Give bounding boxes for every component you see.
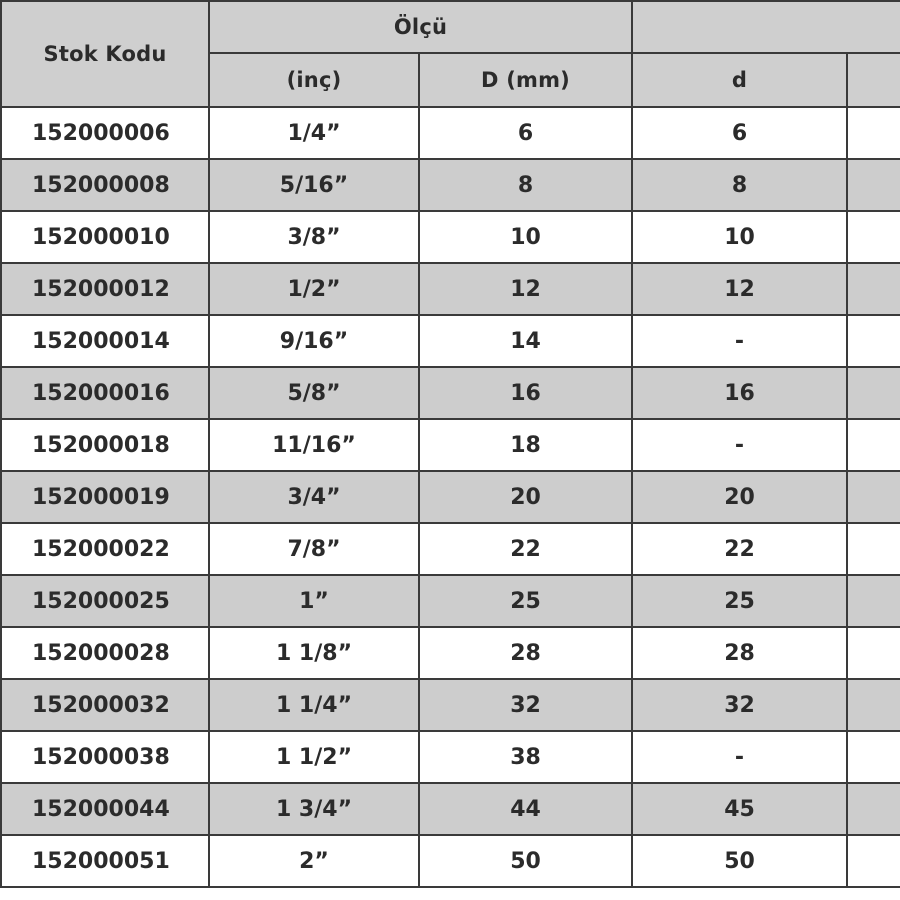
- cell-inch: 11/16”: [209, 419, 419, 471]
- cell-inch: 3/4”: [209, 471, 419, 523]
- cell-d-small: 10: [632, 211, 847, 263]
- cell-extra: [847, 211, 900, 263]
- cell-d-small: 25: [632, 575, 847, 627]
- cell-stock-code: 152000051: [1, 835, 209, 887]
- cell-stock-code: 152000018: [1, 419, 209, 471]
- cell-d-small: 16: [632, 367, 847, 419]
- cell-extra: [847, 263, 900, 315]
- cell-stock-code: 152000010: [1, 211, 209, 263]
- cell-inch: 5/8”: [209, 367, 419, 419]
- header-inch: (inç): [209, 53, 419, 107]
- table-row: [1, 731, 900, 783]
- table-row: [1, 575, 900, 627]
- cell-stock-code: 152000016: [1, 367, 209, 419]
- cell-d-small: -: [632, 731, 847, 783]
- table-row: [1, 523, 900, 575]
- cell-extra: [847, 731, 900, 783]
- cell-d-mm: 18: [419, 419, 632, 471]
- cell-d-small: 50: [632, 835, 847, 887]
- header-row-top: [1, 1, 900, 53]
- cell-stock-code: 152000032: [1, 679, 209, 731]
- cell-d-small: 20: [632, 471, 847, 523]
- cell-d-small: 45: [632, 783, 847, 835]
- cell-extra: [847, 523, 900, 575]
- cell-extra: [847, 783, 900, 835]
- cell-extra: [847, 471, 900, 523]
- cell-extra: [847, 627, 900, 679]
- cell-stock-code: 152000025: [1, 575, 209, 627]
- cell-d-mm: 6: [419, 107, 632, 159]
- cell-d-small: 32: [632, 679, 847, 731]
- table-row: [1, 783, 900, 835]
- cell-d-mm: 25: [419, 575, 632, 627]
- table-body: [1, 107, 900, 887]
- cell-d-mm: 50: [419, 835, 632, 887]
- cell-extra: [847, 315, 900, 367]
- table-row: [1, 471, 900, 523]
- table-row: [1, 159, 900, 211]
- cell-d-small: 6: [632, 107, 847, 159]
- cell-inch: 1 3/4”: [209, 783, 419, 835]
- table-row: [1, 627, 900, 679]
- cell-inch: 5/16”: [209, 159, 419, 211]
- cell-inch: 1 1/4”: [209, 679, 419, 731]
- cell-extra: [847, 107, 900, 159]
- cell-d-small: 28: [632, 627, 847, 679]
- cell-d-mm: 38: [419, 731, 632, 783]
- cell-d-mm: 22: [419, 523, 632, 575]
- cell-d-small: 22: [632, 523, 847, 575]
- cell-stock-code: 152000014: [1, 315, 209, 367]
- table-header: [1, 1, 900, 107]
- cell-d-mm: 10: [419, 211, 632, 263]
- cell-inch: 7/8”: [209, 523, 419, 575]
- header-extra: [847, 53, 900, 107]
- cell-d-small: 8: [632, 159, 847, 211]
- cell-d-small: 12: [632, 263, 847, 315]
- cell-extra: [847, 159, 900, 211]
- cell-d-mm: 20: [419, 471, 632, 523]
- cell-inch: 1/2”: [209, 263, 419, 315]
- cell-inch: 9/16”: [209, 315, 419, 367]
- cell-d-mm: 8: [419, 159, 632, 211]
- cell-inch: 2”: [209, 835, 419, 887]
- header-d-mm: D (mm): [419, 53, 632, 107]
- table-row: [1, 419, 900, 471]
- cell-stock-code: 152000008: [1, 159, 209, 211]
- table-row: [1, 835, 900, 887]
- cell-extra: [847, 367, 900, 419]
- header-d-small: d: [632, 53, 847, 107]
- table-row: [1, 367, 900, 419]
- cell-stock-code: 152000022: [1, 523, 209, 575]
- cell-stock-code: 152000038: [1, 731, 209, 783]
- header-extra-group: [632, 1, 900, 53]
- cell-extra: [847, 835, 900, 887]
- table-row: [1, 107, 900, 159]
- cell-d-mm: 44: [419, 783, 632, 835]
- table-row: [1, 679, 900, 731]
- cell-d-mm: 12: [419, 263, 632, 315]
- cell-stock-code: 152000006: [1, 107, 209, 159]
- cell-d-small: -: [632, 419, 847, 471]
- cell-inch: 1”: [209, 575, 419, 627]
- header-size-group: Ölçü: [209, 1, 632, 53]
- header-stock-code: Stok Kodu: [1, 1, 209, 107]
- cell-inch: 1 1/2”: [209, 731, 419, 783]
- cell-d-mm: 28: [419, 627, 632, 679]
- cell-d-small: -: [632, 315, 847, 367]
- cell-extra: [847, 679, 900, 731]
- table-row: [1, 315, 900, 367]
- cell-extra: [847, 419, 900, 471]
- cell-d-mm: 16: [419, 367, 632, 419]
- cell-inch: 1 1/8”: [209, 627, 419, 679]
- cell-inch: 3/8”: [209, 211, 419, 263]
- cell-d-mm: 14: [419, 315, 632, 367]
- cell-stock-code: 152000028: [1, 627, 209, 679]
- table-row: [1, 263, 900, 315]
- table-row: [1, 211, 900, 263]
- cell-extra: [847, 575, 900, 627]
- cell-d-mm: 32: [419, 679, 632, 731]
- cell-stock-code: 152000019: [1, 471, 209, 523]
- cell-inch: 1/4”: [209, 107, 419, 159]
- cell-stock-code: 152000044: [1, 783, 209, 835]
- cell-stock-code: 152000012: [1, 263, 209, 315]
